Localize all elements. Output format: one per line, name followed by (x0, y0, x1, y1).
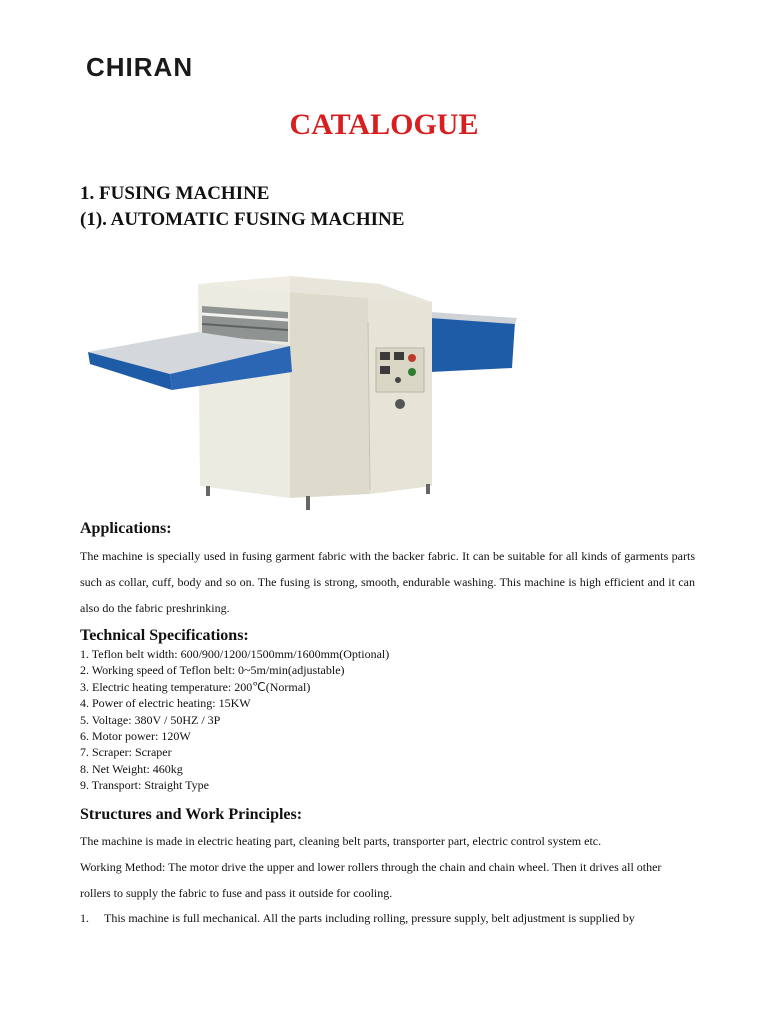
spec-item: 7. Scraper: Scraper (80, 745, 172, 760)
structures-heading: Structures and Work Principles: (80, 806, 303, 823)
specs-heading: Technical Specifications: (80, 627, 249, 644)
applications-text: The machine is specially used in fusing garment fabric with the backer fabric. It can be suitable for all kinds of garments parts such as collar, cuff, body and so on. The fusing is strong, smooth, endurable washing. This machine is high efficient and it can also do the fabric preshrinking. (80, 549, 695, 615)
section-heading: 1. FUSING MACHINE (80, 183, 270, 204)
numbered-item (80, 905, 635, 931)
spec-item: 6. Motor power: 120W (80, 729, 191, 744)
page-title: CATALOGUE (289, 108, 479, 141)
structures-intro: The machine is made in electric heating part, cleaning belt parts, transporter part, electric control system etc. (80, 834, 602, 848)
spec-item: 1. Teflon belt width: 600/900/1200/1500mm/1600mm(Optional) (80, 647, 390, 661)
spec-item: 9. Transport: Straight Type (80, 778, 209, 793)
spec-item: 2. Working speed of Teflon belt: 0~5m/min(adjustable) (80, 663, 345, 678)
fusing-machine-photo (80, 262, 520, 512)
specs-list (80, 646, 389, 794)
working-method: Working Method: The motor drive the upper and lower rollers through the chain and chain wheel. Then it drives all other rollers to supply the fabric to fuse and pass it outside for cooling. (80, 860, 662, 900)
spec-item: 5. Voltage: 380V / 50HZ / 3P (80, 712, 221, 727)
applications-heading: Applications: (80, 520, 172, 537)
item-text: This machine is full mechanical. All the parts including rolling, pressure supply, belt adjustment is supplied by (104, 911, 635, 925)
spec-item: 8. Net Weight: 460kg (80, 761, 183, 776)
spec-item: 4. Power of electric heating: 15KW (80, 696, 251, 711)
spec-item: 3. Electric heating temperature: 200℃(Normal) (80, 679, 311, 694)
item-number: 1. (80, 911, 89, 925)
subsection-heading: (1). AUTOMATIC FUSING MACHINE (80, 209, 405, 230)
brand-logo: CHIRAN (86, 52, 194, 82)
